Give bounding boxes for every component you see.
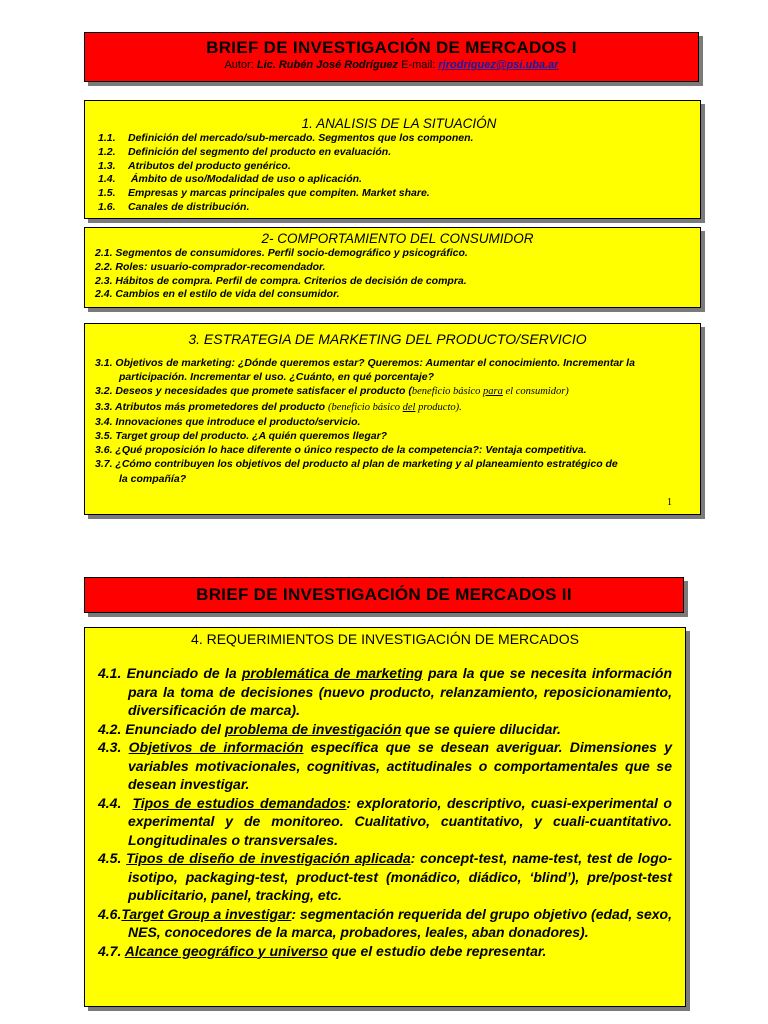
email-label: E-mail:: [401, 59, 436, 71]
list-item: [98, 664, 672, 720]
item-text: específica que se desean averiguar. Dimensiones y variables motivacionales, cognitivas, actitudinales o comportamentales que se desean investigar.: [128, 739, 672, 792]
item-key-term: Alcance geográfico y universo: [124, 942, 328, 959]
item-number: 1.2.: [98, 145, 116, 158]
item-text: : exploratorio, descriptivo, cuasi-experimental o experimental y de monitoreo. Cualitativo, cuantitativo, y cuali-cuantitativo. Longitudinales o transversales.: [128, 794, 672, 848]
section3-list: [95, 356, 680, 486]
item-note: el consumidor): [502, 386, 569, 398]
item-key-term: problema de investigación: [224, 720, 402, 737]
item-note: producto).: [415, 401, 462, 413]
email-link[interactable]: rjrodriguez@psi.uba.ar: [438, 59, 559, 71]
page-number: 1: [667, 497, 672, 508]
item-text: Atributos del producto genérico.: [128, 159, 291, 172]
section2-list: [95, 247, 700, 302]
item-text: 4.3.: [98, 739, 129, 755]
slide1-title-box: [84, 32, 699, 82]
list-item: 3.5. Target group del producto. ¿A quién queremos llegar?: [95, 430, 388, 443]
list-item: [98, 794, 672, 850]
item-text: Empresas y marcas principales que compiten. Market share.: [128, 187, 430, 200]
list-item: 3.1. Objetivos de marketing: ¿Dónde queremos estar? Queremos: Aumentar el conocimiento. Incrementar la participación. Incrementar el uso. ¿Cuánto, en qué porcentaje?: [95, 357, 635, 384]
item-text: Definición del mercado/sub-mercado. Segmentos que los componen.: [128, 132, 474, 144]
item-text: Canales de distribución.: [128, 200, 250, 213]
section1-list: [98, 132, 700, 215]
item-text: : segmentación requerida del grupo objetivo (edad, sexo, NES, conocedores de la marca, probadores, leales, aban donadores).: [128, 905, 672, 940]
list-item: 3.6. ¿Qué proposición lo hace diferente o único respecto de la competencia?: Ventaja competitiva.: [95, 444, 587, 457]
list-item: 3.4. Innovaciones que introduce el producto/servicio.: [95, 415, 361, 428]
section2-heading: 2- COMPORTAMIENTO DEL CONSUMIDOR: [261, 231, 534, 246]
section3-box: [84, 323, 701, 515]
section4-list: [98, 664, 672, 960]
item-number: 1.3.: [98, 159, 116, 172]
list-item: [98, 173, 700, 187]
item-text: Definición del segmento del producto en evaluación.: [128, 145, 392, 158]
item-key-term: Objetivos de información: [128, 739, 304, 755]
item-text: 4.4.: [98, 794, 133, 811]
item-note: (beneficio básico: [327, 401, 403, 413]
section4-box: [84, 627, 686, 1007]
item-key-term: Tipos de diseño de investigación aplicada: [126, 850, 411, 866]
list-item: 3.7. ¿Cómo contribuyen los objetivos del producto al plan de marketing y al planeamiento estratégico de la compañía?: [95, 458, 618, 485]
section1-box: [84, 100, 701, 219]
item-number: 1.5.: [98, 187, 116, 200]
author-name: Lic. Rubén José Rodríguez: [256, 59, 399, 71]
item-text: para la que se necesita información para la toma de decisiones (nuevo producto, relanzamiento, reposicionamiento, diversificación de marca).: [128, 665, 673, 718]
item-text: que el estudio debe representar.: [327, 942, 547, 959]
item-text: 4.7.: [98, 942, 125, 959]
section4-heading: 4. REQUERIMIENTOS DE INVESTIGACIÓN DE MERCADOS: [191, 631, 579, 647]
author-line: [85, 59, 698, 71]
list-item: [98, 720, 672, 739]
list-item: [98, 849, 672, 905]
list-item: 2.4. Cambios en el estilo de vida del consumidor.: [95, 288, 340, 301]
section1-heading: 1. ANALISIS DE LA SITUACIÓN: [301, 116, 497, 131]
item-text: 4.1. Enunciado de la: [98, 665, 242, 681]
section2-box: [84, 227, 701, 308]
list-item: 2.3. Hábitos de compra. Perfil de compra. Criterios de decisión de compra.: [95, 274, 467, 287]
item-text: 4.5.: [98, 850, 127, 866]
item-text: 3.3. Atributos más prometedores del producto: [95, 400, 328, 413]
item-text: que se quiere dilucidar.: [401, 720, 561, 737]
item-text: : concept-test, name-test, test de logo-isotipo, packaging-test, product-test (monádico, diádico, ‘blind’), pre/post-test publicitario, panel, tracking, etc.: [128, 850, 672, 903]
item-text: 3.2. Deseos y necesidades que promete satisfacer el producto (: [95, 385, 412, 398]
item-key-term: Target Group a investigar: [121, 905, 292, 922]
list-item: [98, 132, 700, 146]
slide2-title: BRIEF DE INVESTIGACIÓN DE MERCADOS II: [196, 585, 572, 604]
list-item: [95, 384, 680, 399]
list-item: [95, 400, 680, 415]
item-number: 1.1.: [98, 132, 116, 144]
item-text: 4.6.: [98, 905, 122, 922]
list-item: [98, 738, 672, 794]
item-number: 1.6.: [98, 200, 116, 213]
list-item: 2.1. Segmentos de consumidores. Perfil socio-demográfico y psicográfico.: [95, 247, 468, 259]
slide1-title: BRIEF DE INVESTIGACIÓN DE MERCADOS I: [206, 38, 577, 57]
item-note: beneficio básico: [411, 386, 484, 398]
list-item: 2.2. Roles: usuario-comprador-recomendador.: [95, 260, 326, 273]
item-note-underlined: del: [402, 401, 416, 413]
list-item: [98, 160, 700, 174]
list-item: [98, 942, 672, 961]
list-item: [98, 187, 700, 201]
author-prefix: Autor:: [224, 59, 254, 71]
section3-heading: 3. ESTRATEGIA DE MARKETING DEL PRODUCTO/SERVICIO: [188, 331, 587, 347]
list-item: [98, 146, 700, 160]
item-key-term: Tipos de estudios demandados: [132, 794, 347, 811]
list-item: [98, 201, 700, 215]
slide2-title-box: [84, 577, 684, 613]
list-item: [98, 905, 672, 942]
item-number: 1.4.: [98, 173, 116, 186]
item-text: Ámbito de uso/Modalidad de uso o aplicación.: [128, 173, 362, 186]
item-note-underlined: para: [483, 386, 503, 398]
item-key-term: problemática de marketing: [241, 665, 423, 681]
item-text: 4.2. Enunciado del: [98, 720, 225, 737]
